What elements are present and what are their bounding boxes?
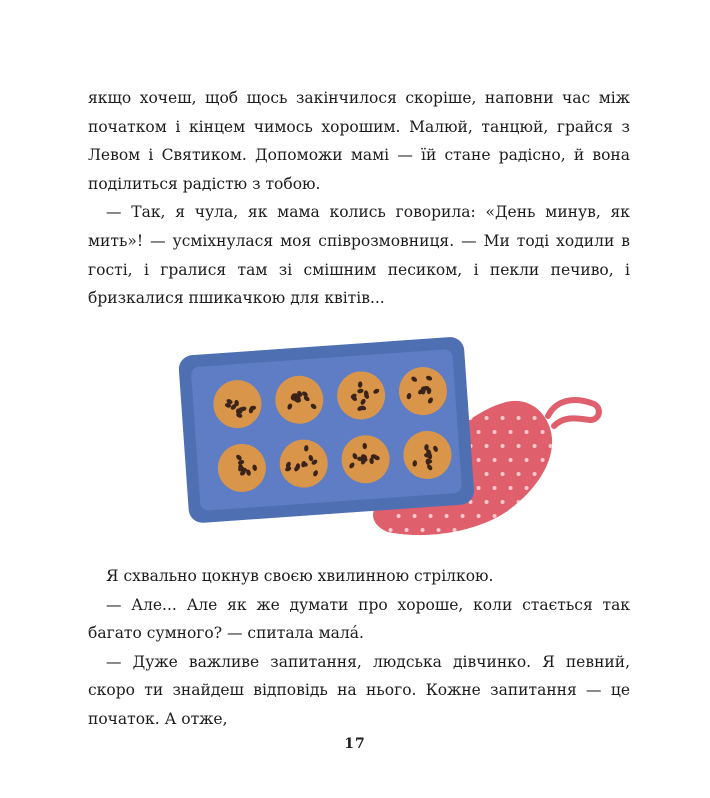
- paragraph: Я схвально цокнув своєю хвилинною стрілкою.: [106, 567, 494, 585]
- paragraph: — Але... Але як же думати про хороше, коли стається так багато сумного? — спитала малá.: [88, 595, 630, 643]
- text-block-top: [88, 84, 630, 313]
- page-number: 17: [344, 736, 366, 752]
- baking-tray-icon: [178, 336, 475, 524]
- paragraph: — Так, я чула, як мама колись говорила: «День минув, як мить»! — усміхнулася моя співрозмовниця. — Ми тоді ходили в гості, і гралися там зі смішним песиком, і пекли печиво, і бризкалися пшикачкою для квітів...: [88, 203, 630, 308]
- text-block-bottom: [88, 562, 630, 734]
- paragraph: якщо хочеш, щоб щось закінчилося скоріше, наповни час між початком і кінцем чимось хорошим. Малюй, танцюй, грайся з Левом і Святиком. Допоможи мамі — їй стане радісно, й вона поділиться радістю з тобою.: [88, 89, 630, 193]
- paragraph: — Дуже важливе запитання, людська дівчинко. Я певний, скоро ти знайдеш відповідь на нього. Кожне запитання — це початок. А отже,: [88, 652, 630, 728]
- cookie-tray-illustration: [176, 326, 612, 550]
